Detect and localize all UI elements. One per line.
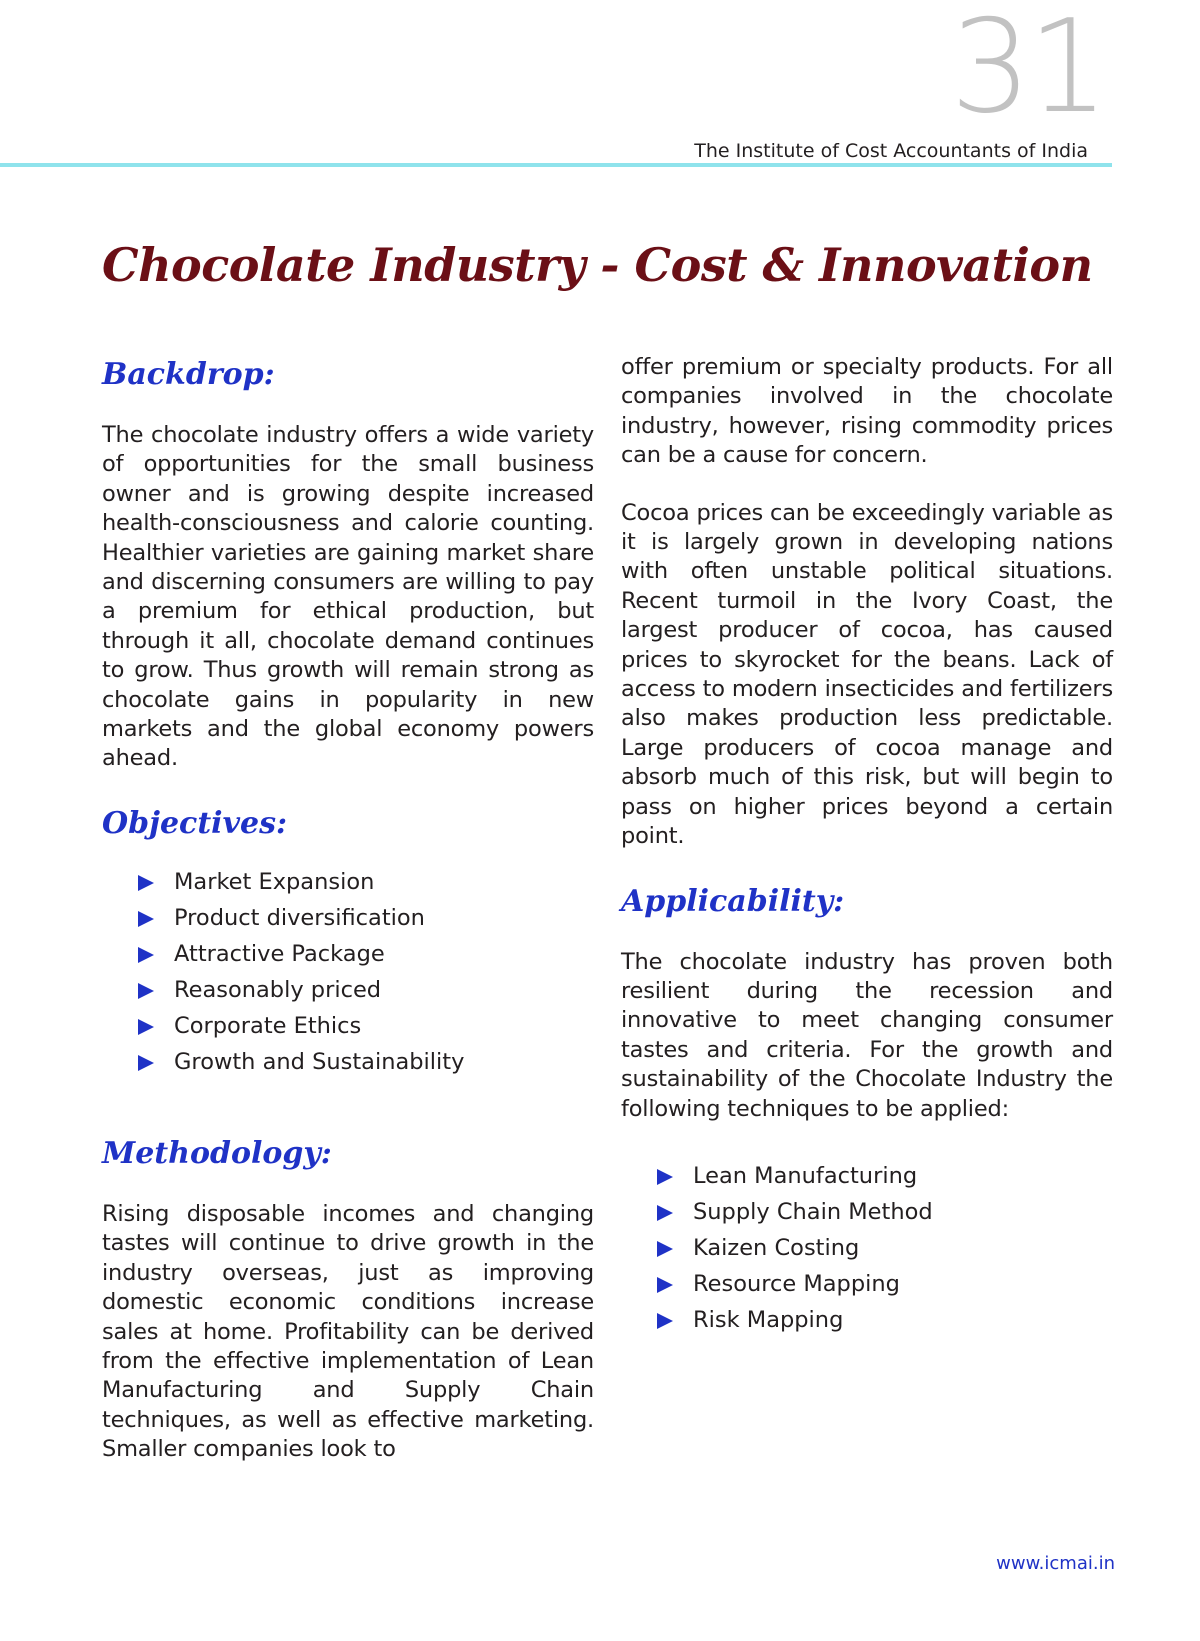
arrow-bullet-icon <box>657 1241 673 1257</box>
list-item <box>138 1044 594 1080</box>
objective-label: Growth and Sustainability <box>174 1048 465 1075</box>
arrow-bullet-icon <box>657 1277 673 1293</box>
list-item <box>138 1008 594 1044</box>
objective-label: Reasonably priced <box>174 976 382 1003</box>
continuation-text: offer premium or specialty products. For all companies involved in the chocolate industry, however, rising commodity prices can be a cause for concern. <box>621 354 1113 469</box>
arrow-bullet-icon <box>138 947 154 963</box>
right-column <box>621 353 1113 1338</box>
arrow-bullet-icon <box>138 911 154 927</box>
objective-label: Attractive Package <box>174 940 385 967</box>
objective-label: Product diversification <box>174 904 425 931</box>
applicability-heading: Applicability: <box>621 883 845 919</box>
objectives-list <box>138 864 594 1080</box>
list-item <box>657 1266 1113 1302</box>
arrow-bullet-icon <box>138 1019 154 1035</box>
list-item <box>657 1158 1113 1194</box>
arrow-bullet-icon <box>657 1169 673 1185</box>
header-rule <box>0 163 1112 167</box>
list-item <box>657 1302 1113 1338</box>
backdrop-text: The chocolate industry offers a wide variety of opportunities for the small business owner and is growing despite increased health-consciousness and calorie counting. Healthier varieties are gaining market share and discerning consumers are willing to pay a premium for ethical production, but through it all, chocolate demand continues to grow. Thus growth will remain strong as chocolate gains in popularity in new markets and the global economy powers ahead. <box>102 422 594 772</box>
arrow-bullet-icon <box>138 1055 154 1071</box>
page-number: 31 <box>950 0 1105 142</box>
list-item <box>138 936 594 972</box>
technique-label: Supply Chain Method <box>693 1198 933 1225</box>
left-column <box>102 355 594 1465</box>
footer-website-link[interactable]: www.icmai.in <box>996 1553 1115 1574</box>
list-item <box>138 900 594 936</box>
arrow-bullet-icon <box>138 875 154 891</box>
objective-label: Corporate Ethics <box>174 1012 362 1039</box>
technique-label: Kaizen Costing <box>693 1234 860 1261</box>
list-item <box>657 1194 1113 1230</box>
article-title: Chocolate Industry - Cost & Innovation <box>102 238 1093 292</box>
arrow-bullet-icon <box>657 1313 673 1329</box>
list-item <box>138 972 594 1008</box>
techniques-list <box>657 1158 1113 1338</box>
backdrop-heading: Backdrop: <box>102 357 275 392</box>
cocoa-prices-text: Cocoa prices can be exceedingly variable as it is largely grown in developing nations with often unstable political situations. Recent turmoil in the Ivory Coast, the largest producer of cocoa, has caused prices to skyrocket for the beans. Lack of access to modern insecticides and fertilizers also makes production less predictable. Large producers of cocoa manage and absorb much of this risk, but will begin to pass on higher prices beyond a certain point. <box>621 499 1113 850</box>
applicability-text: The chocolate industry has proven both resilient during the recession and innovative to meet changing consumer tastes and criteria. For the growth and sustainability of the Chocolate Industry the following techniques to be applied: <box>621 948 1113 1122</box>
technique-label: Risk Mapping <box>693 1306 844 1333</box>
objective-label: Market Expansion <box>174 868 375 895</box>
list-item <box>138 864 594 900</box>
list-item <box>657 1230 1113 1266</box>
objectives-heading: Objectives: <box>102 805 288 841</box>
arrow-bullet-icon <box>138 983 154 999</box>
methodology-text: Rising disposable incomes and changing tastes will continue to drive growth in the industry overseas, just as improving domestic economic conditions increase sales at home. Profitability can be derived from the effective implementation of Lean Manufacturing and Supply Chain techniques, as well as effective marketing. Smaller companies look to <box>102 1200 594 1463</box>
arrow-bullet-icon <box>657 1205 673 1221</box>
technique-label: Lean Manufacturing <box>693 1162 918 1189</box>
organization-name: The Institute of Cost Accountants of India <box>694 140 1088 162</box>
technique-label: Resource Mapping <box>693 1270 900 1297</box>
methodology-heading: Methodology: <box>102 1135 332 1171</box>
